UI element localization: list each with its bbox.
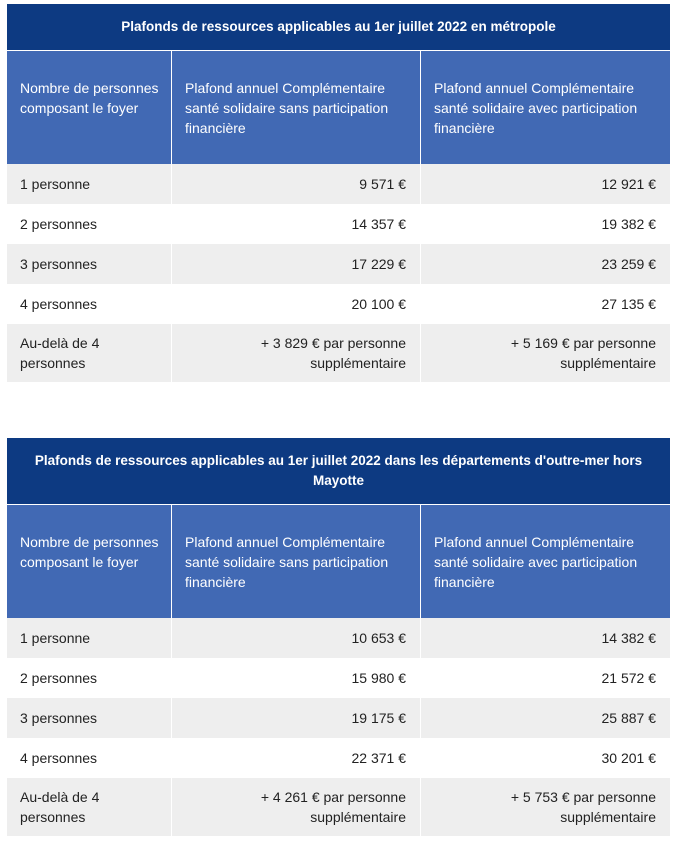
ceiling-without-participation: 10 653 €	[171, 618, 420, 658]
ceiling-with-participation: + 5 753 € par personne supplémentaire	[420, 778, 670, 836]
ceiling-without-participation: 9 571 €	[171, 164, 420, 204]
table-row	[7, 324, 670, 382]
column-header-with-participation: Plafond annuel Complémentaire santé solidaire avec participation financière	[420, 50, 670, 164]
column-header-without-participation: Plafond annuel Complémentaire santé solidaire sans participation financière	[171, 50, 420, 164]
ceiling-with-participation: 21 572 €	[420, 658, 670, 698]
table-header-row	[7, 504, 670, 618]
table-metropole	[7, 4, 670, 382]
table-header-row	[7, 50, 670, 164]
column-header-with-participation: Plafond annuel Complémentaire santé solidaire avec participation financière	[420, 504, 670, 618]
ceiling-without-participation: 15 980 €	[171, 658, 420, 698]
ceiling-without-participation: 17 229 €	[171, 244, 420, 284]
table-row	[7, 284, 670, 324]
ceiling-with-participation: 12 921 €	[420, 164, 670, 204]
household-size-cell: 2 personnes	[7, 204, 171, 244]
table-row	[7, 738, 670, 778]
ceiling-without-participation: 19 175 €	[171, 698, 420, 738]
ceiling-with-participation: 25 887 €	[420, 698, 670, 738]
table-row	[7, 778, 670, 836]
ceiling-with-participation: 27 135 €	[420, 284, 670, 324]
table-row	[7, 204, 670, 244]
table-row	[7, 164, 670, 204]
ceiling-with-participation: 14 382 €	[420, 618, 670, 658]
ceiling-with-participation: + 5 169 € par personne supplémentaire	[420, 324, 670, 382]
table-row	[7, 618, 670, 658]
table-row	[7, 658, 670, 698]
ceiling-without-participation: 14 357 €	[171, 204, 420, 244]
ceiling-without-participation: 20 100 €	[171, 284, 420, 324]
ceiling-with-participation: 23 259 €	[420, 244, 670, 284]
household-size-cell: 2 personnes	[7, 658, 171, 698]
column-header-household: Nombre de personnes composant le foyer	[7, 504, 171, 618]
ceiling-without-participation: 22 371 €	[171, 738, 420, 778]
household-size-cell: 4 personnes	[7, 738, 171, 778]
household-size-cell: 3 personnes	[7, 698, 171, 738]
table-title: Plafonds de ressources applicables au 1er juillet 2022 dans les départements d'outre-mer hors Mayotte	[7, 438, 670, 504]
household-size-cell: Au-delà de 4 personnes	[7, 778, 171, 836]
ceiling-with-participation: 30 201 €	[420, 738, 670, 778]
table-outre-mer	[7, 438, 670, 836]
table-title: Plafonds de ressources applicables au 1er juillet 2022 en métropole	[7, 4, 670, 50]
table-row	[7, 244, 670, 284]
column-header-household: Nombre de personnes composant le foyer	[7, 50, 171, 164]
ceiling-with-participation: 19 382 €	[420, 204, 670, 244]
household-size-cell: 1 personne	[7, 618, 171, 658]
column-header-without-participation: Plafond annuel Complémentaire santé solidaire sans participation financière	[171, 504, 420, 618]
table-row	[7, 698, 670, 738]
ceiling-without-participation: + 3 829 € par personne supplémentaire	[171, 324, 420, 382]
household-size-cell: 4 personnes	[7, 284, 171, 324]
household-size-cell: Au-delà de 4 personnes	[7, 324, 171, 382]
household-size-cell: 1 personne	[7, 164, 171, 204]
household-size-cell: 3 personnes	[7, 244, 171, 284]
ceiling-without-participation: + 4 261 € par personne supplémentaire	[171, 778, 420, 836]
